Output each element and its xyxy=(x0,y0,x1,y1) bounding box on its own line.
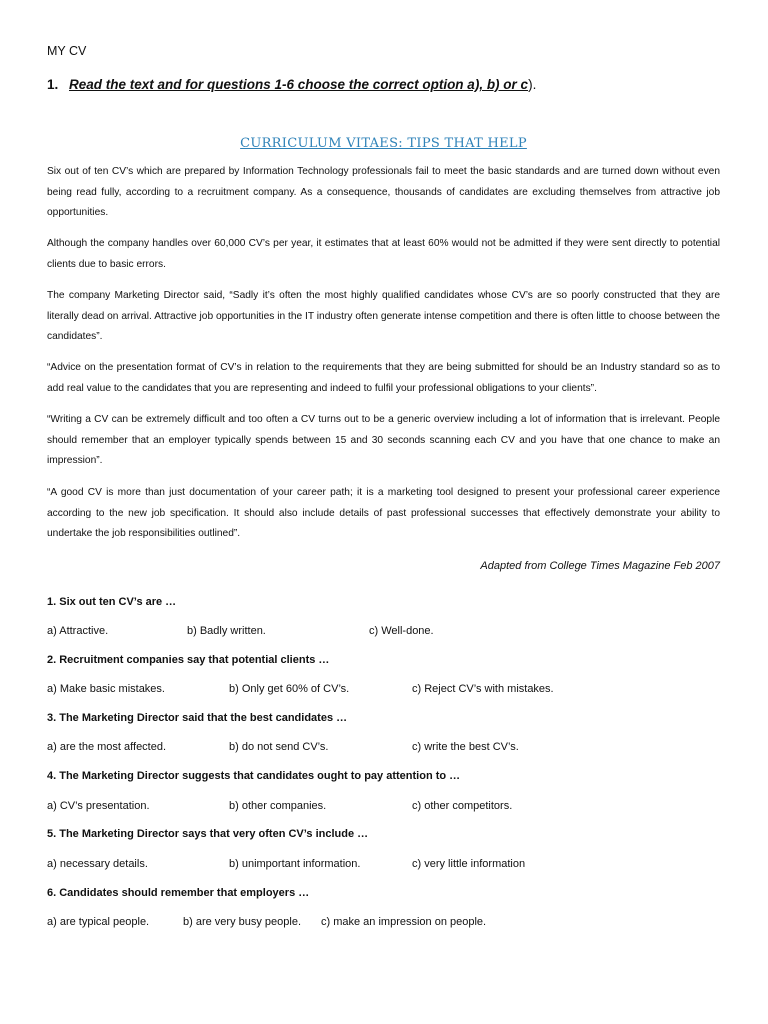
option-2b[interactable]: b) Only get 60% of CV’s. xyxy=(229,683,350,695)
paragraph-6: “A good CV is more than just documentation of your career path; it is a marketing tool designed to present your professional career experience according to the new job specification. It should also include details of past professional successes that effectively demonstrate your ability to undertake the job responsibilities outlined”. xyxy=(47,487,720,539)
option-3c[interactable]: c) write the best CV’s. xyxy=(412,741,519,753)
option-1b[interactable]: b) Badly written. xyxy=(187,625,266,637)
question-5: 5. The Marketing Director says that very often CV’s include … xyxy=(47,828,369,840)
option-1a[interactable]: a) Attractive. xyxy=(47,625,109,637)
options-2 xyxy=(47,683,720,699)
option-1c[interactable]: c) Well-done. xyxy=(369,625,434,637)
question-2: 2. Recruitment companies say that potential clients … xyxy=(47,654,330,666)
question-4: 4. The Marketing Director suggests that candidates ought to pay attention to … xyxy=(47,770,461,782)
options-4 xyxy=(47,800,720,816)
paragraph-4: “Advice on the presentation format of CV’s in relation to the requirements that they are being submitted for should be an Industry standard so as to add real value to the candidates that you are representing and indeed to fulfil your professional obligations to your clients”. xyxy=(47,362,720,394)
instruction-number: 1. xyxy=(47,77,59,92)
document-label: MY CV xyxy=(47,44,87,58)
article-title: CURRICULUM VITAES: TIPS THAT HELP xyxy=(240,136,527,151)
options-1 xyxy=(47,625,720,641)
options-6 xyxy=(47,916,720,932)
paragraph-2: Although the company handles over 60,000 CV’s per year, it estimates that at least 60% would not be admitted if they were sent directly to potential clients due to basic errors. xyxy=(47,238,720,270)
option-4b[interactable]: b) other companies. xyxy=(229,800,327,812)
paragraph-5: “Writing a CV can be extremely difficult and too often a CV turns out to be a generic overview including a lot of information that is irrelevant. People should remember that an employer typically spends between 15 and 30 seconds scanning each CV and you have that one chance to make an impression”. xyxy=(47,414,720,466)
option-5c[interactable]: c) very little information xyxy=(412,858,526,870)
question-3: 3. The Marketing Director said that the best candidates … xyxy=(47,712,348,724)
question-1: 1. Six out ten CV’s are … xyxy=(47,596,177,608)
instruction-text: Read the text and for questions 1-6 choose the correct option a), b) or c xyxy=(69,77,529,92)
option-4a[interactable]: a) CV’s presentation. xyxy=(47,800,150,812)
paragraph-1: Six out of ten CV’s which are prepared by Information Technology professionals fail to meet the basic standards and are turned down without even being read fully, according to a recruitment company. As a consequence, thousands of candidates are excluding themselves from attractive job opportunities. xyxy=(47,166,720,218)
question-6: 6. Candidates should remember that employers … xyxy=(47,887,310,899)
options-5 xyxy=(47,858,720,874)
instruction-suffix: ). xyxy=(528,77,537,92)
option-6c[interactable]: c) make an impression on people. xyxy=(321,916,487,928)
source-citation: Adapted from College Times Magazine Feb 2007 xyxy=(480,560,720,572)
paragraph-3: The company Marketing Director said, “Sadly it’s often the most highly qualified candidates whose CV’s are so poorly constructed that they are literally dead on arrival. Attractive job opportunities in the IT industry often generate intense competition and there is often little to choose between the candidates”. xyxy=(47,290,720,342)
option-3b[interactable]: b) do not send CV’s. xyxy=(229,741,329,753)
option-6a[interactable]: a) are typical people. xyxy=(47,916,150,928)
option-4c[interactable]: c) other competitors. xyxy=(412,800,513,812)
options-3 xyxy=(47,741,720,757)
option-2a[interactable]: a) Make basic mistakes. xyxy=(47,683,165,695)
option-6b[interactable]: b) are very busy people. xyxy=(183,916,302,928)
option-2c[interactable]: c) Reject CV’s with mistakes. xyxy=(412,683,554,695)
option-5b[interactable]: b) unimportant information. xyxy=(229,858,361,870)
instruction xyxy=(47,77,536,92)
option-3a[interactable]: a) are the most affected. xyxy=(47,741,167,753)
option-5a[interactable]: a) necessary details. xyxy=(47,858,148,870)
